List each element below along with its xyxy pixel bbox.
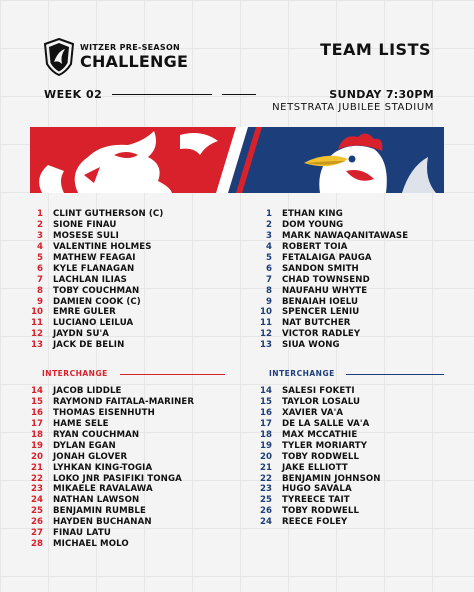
player-name: LOKO JNR PASIFIKI TONGA <box>53 473 182 484</box>
player-name: TOBY RODWELL <box>282 451 360 462</box>
home-starters-list <box>27 209 237 351</box>
away-player-row <box>256 473 466 484</box>
player-number: 9 <box>37 296 43 307</box>
home-player-row <box>27 538 237 549</box>
player-number: 24 <box>260 517 272 528</box>
player-number: 26 <box>260 506 272 517</box>
player-name: ETHAN KING <box>282 209 343 220</box>
player-name: DAMIEN COOK (C) <box>53 296 141 307</box>
home-player-row <box>27 397 237 408</box>
player-name: SANDON SMITH <box>282 263 359 274</box>
away-player-row <box>256 220 466 231</box>
player-number: 8 <box>37 285 43 296</box>
player-name: BENJAMIN JOHNSON <box>282 473 381 484</box>
player-number: 22 <box>31 473 43 484</box>
away-player-row <box>256 484 466 495</box>
away-player-row <box>256 430 466 441</box>
player-name: HUGO SAVALA <box>282 484 352 495</box>
home-player-row <box>27 451 237 462</box>
player-name: RAYMOND FAITALA-MARINER <box>53 397 195 408</box>
player-name: TAYLOR LOSALU <box>282 397 361 408</box>
player-number: 1 <box>266 209 272 220</box>
home-player-row <box>27 340 237 351</box>
player-name: TYLER MORIARTY <box>282 440 368 451</box>
player-name: SIUA WONG <box>282 340 340 351</box>
player-number: 4 <box>37 242 43 253</box>
player-number: 21 <box>260 462 272 473</box>
player-number: 11 <box>260 318 272 329</box>
home-player-row <box>27 484 237 495</box>
home-player-row <box>27 307 237 318</box>
away-player-row <box>256 397 466 408</box>
away-player-row <box>256 318 466 329</box>
player-name: HAYDEN BUCHANAN <box>53 517 152 528</box>
player-number: 22 <box>260 473 272 484</box>
away-player-row <box>256 408 466 419</box>
player-number: 6 <box>266 263 272 274</box>
player-number: 7 <box>266 274 272 285</box>
player-name: DOM YOUNG <box>282 220 344 231</box>
away-bench-list <box>256 386 466 528</box>
home-bench-list <box>27 386 237 549</box>
player-number: 15 <box>31 397 43 408</box>
player-name: THOMAS EISENHUTH <box>53 408 155 419</box>
home-player-row <box>27 242 237 253</box>
home-player-row <box>27 263 237 274</box>
player-number: 2 <box>37 220 43 231</box>
home-player-row <box>27 430 237 441</box>
player-name: EMRE GULER <box>53 307 116 318</box>
home-interchange-divider <box>120 374 225 375</box>
player-name: CLINT GUTHERSON (C) <box>53 209 164 220</box>
away-player-row <box>256 285 466 296</box>
home-player-row <box>27 253 237 264</box>
home-player-row <box>27 528 237 539</box>
player-name: JACOB LIDDLE <box>53 386 122 397</box>
player-number: 17 <box>260 419 272 430</box>
player-number: 23 <box>31 484 43 495</box>
player-name: BENAIAH IOELU <box>282 296 359 307</box>
player-number: 13 <box>31 340 43 351</box>
home-player-row <box>27 495 237 506</box>
player-number: 3 <box>266 231 272 242</box>
away-player-row <box>256 274 466 285</box>
player-number: 19 <box>31 440 43 451</box>
home-player-row <box>27 386 237 397</box>
player-number: 5 <box>37 253 43 263</box>
player-number: 20 <box>260 451 272 462</box>
player-number: 5 <box>266 253 272 263</box>
player-number: 12 <box>260 329 272 340</box>
player-name: VALENTINE HOLMES <box>53 242 152 253</box>
away-player-row <box>256 329 466 340</box>
player-name: SPENCER LENIU <box>282 307 360 318</box>
home-interchange-label: INTERCHANGE <box>42 369 108 378</box>
player-name: JAYDN SU'A <box>53 329 110 340</box>
away-player-row <box>256 495 466 506</box>
player-number: 27 <box>31 528 43 539</box>
home-player-row <box>27 296 237 307</box>
player-name: JACK DE BELIN <box>53 340 125 351</box>
player-name: FINAU LATU <box>53 528 111 539</box>
player-name: LUCIANO LEILUA <box>53 318 134 329</box>
player-number: 16 <box>260 408 272 419</box>
player-name: NATHAN LAWSON <box>53 495 140 506</box>
away-starters-list <box>256 209 466 351</box>
away-player-row <box>256 296 466 307</box>
away-player-row <box>256 263 466 274</box>
player-number: 23 <box>260 484 272 495</box>
player-number: 20 <box>31 451 43 462</box>
logo-subtitle: WITZER PRE-SEASON <box>80 43 181 52</box>
date-divider <box>222 94 256 95</box>
home-player-row <box>27 274 237 285</box>
player-name: SIONE FINAU <box>53 220 117 231</box>
player-name: BENJAMIN RUMBLE <box>53 506 146 517</box>
player-number: 25 <box>260 495 272 506</box>
away-interchange-divider <box>346 374 444 375</box>
player-name: DE LA SALLE VA'A <box>282 419 370 430</box>
player-name: HAME SELE <box>53 419 109 430</box>
home-player-row <box>27 285 237 296</box>
away-player-row <box>256 253 466 264</box>
player-name: FETALAIGA PAUGA <box>282 253 372 263</box>
player-name: TYREECE TAIT <box>282 495 350 506</box>
week-label: WEEK 02 <box>44 88 103 101</box>
player-name: REECE FOLEY <box>282 517 348 528</box>
player-number: 1 <box>37 209 43 220</box>
player-number: 10 <box>31 307 43 318</box>
player-number: 15 <box>260 397 272 408</box>
logo-title: CHALLENGE <box>80 52 189 71</box>
away-player-row <box>256 419 466 430</box>
home-player-row <box>27 419 237 430</box>
home-player-row <box>27 517 237 528</box>
away-player-row <box>256 440 466 451</box>
player-number: 21 <box>31 462 43 473</box>
player-number: 12 <box>31 329 43 340</box>
player-name: DYLAN EGAN <box>53 440 116 451</box>
home-player-row <box>27 220 237 231</box>
player-number: 18 <box>260 430 272 440</box>
player-name: MATHEW FEAGAI <box>53 253 136 263</box>
away-player-row <box>256 451 466 462</box>
player-number: 2 <box>266 220 272 231</box>
player-name: MOSESE SULI <box>53 231 119 242</box>
player-number: 16 <box>31 408 43 419</box>
player-number: 14 <box>31 386 43 397</box>
player-number: 4 <box>266 242 272 253</box>
player-name: LYHKAN KING-TOGIA <box>53 462 153 473</box>
away-player-row <box>256 386 466 397</box>
player-name: TOBY COUCHMAN <box>53 285 140 296</box>
player-name: LACHLAN ILIAS <box>53 274 127 285</box>
player-number: 13 <box>260 340 272 351</box>
player-number: 8 <box>266 285 272 296</box>
player-number: 18 <box>31 430 43 440</box>
player-number: 17 <box>31 419 43 430</box>
home-player-row <box>27 318 237 329</box>
away-player-row <box>256 517 466 528</box>
nrl-challenge-logo <box>44 38 188 76</box>
player-number: 10 <box>260 307 272 318</box>
home-player-row <box>27 462 237 473</box>
player-name: MARK NAWAQANITAWASE <box>282 231 409 242</box>
player-name: MICHAEL MOLO <box>53 538 129 549</box>
home-player-row <box>27 473 237 484</box>
match-venue: NETSTRATA JUBILEE STADIUM <box>272 102 434 113</box>
player-name: ROBERT TOIA <box>282 242 348 253</box>
week-divider <box>112 94 212 95</box>
home-player-row <box>27 329 237 340</box>
home-player-row <box>27 408 237 419</box>
home-player-row <box>27 440 237 451</box>
match-datetime: SUNDAY 7:30PM <box>329 88 434 101</box>
nrl-shield-icon <box>44 38 74 76</box>
player-name: NAUFAHU WHYTE <box>282 285 368 296</box>
player-number: 7 <box>37 274 43 285</box>
player-number: 9 <box>266 296 272 307</box>
player-number: 11 <box>31 318 43 329</box>
player-name: JONAH GLOVER <box>53 451 128 462</box>
home-player-row <box>27 506 237 517</box>
player-name: KYLE FLANAGAN <box>53 263 135 274</box>
player-number: 3 <box>37 231 43 242</box>
player-name: CHAD TOWNSEND <box>282 274 370 285</box>
away-player-row <box>256 340 466 351</box>
player-name: MAX MCCATHIE <box>282 430 358 440</box>
player-name: XAVIER VA'A <box>282 408 344 419</box>
away-player-row <box>256 462 466 473</box>
player-name: NAT BUTCHER <box>282 318 351 329</box>
player-name: RYAN COUCHMAN <box>53 430 140 440</box>
player-number: 26 <box>31 517 43 528</box>
player-number: 6 <box>37 263 43 274</box>
player-number: 19 <box>260 440 272 451</box>
away-player-row <box>256 506 466 517</box>
player-name: TOBY RODWELL <box>282 506 360 517</box>
away-player-row <box>256 242 466 253</box>
player-number: 24 <box>31 495 43 506</box>
player-number: 14 <box>260 386 272 397</box>
player-number: 25 <box>31 506 43 517</box>
player-name: SALESI FOKETI <box>282 386 355 397</box>
page-title: TEAM LISTS <box>320 40 431 59</box>
player-name: JAKE ELLIOTT <box>282 462 348 473</box>
player-name: MIKAELE RAVALAWA <box>53 484 153 495</box>
player-number: 28 <box>31 538 43 549</box>
team-banner <box>30 127 444 193</box>
home-player-row <box>27 209 237 220</box>
away-player-row <box>256 307 466 318</box>
home-player-row <box>27 231 237 242</box>
away-player-row <box>256 209 466 220</box>
away-interchange-label: INTERCHANGE <box>269 369 335 378</box>
player-name: VICTOR RADLEY <box>282 329 361 340</box>
away-player-row <box>256 231 466 242</box>
